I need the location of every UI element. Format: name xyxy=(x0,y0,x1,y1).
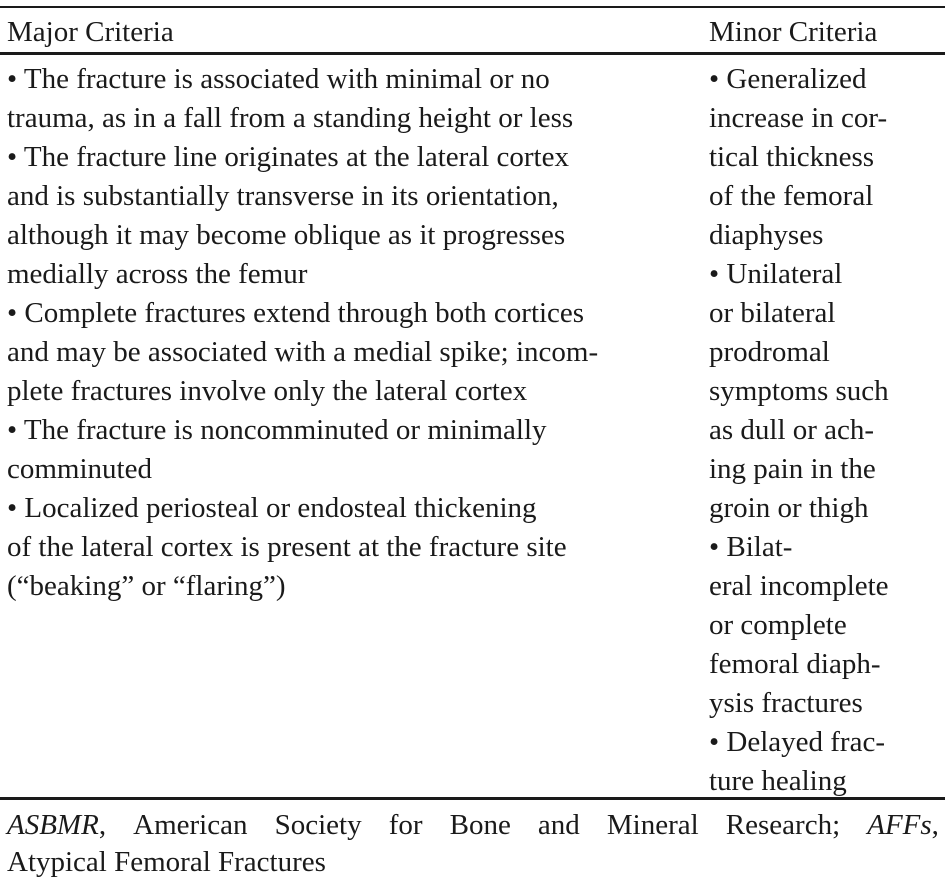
minor-criteria-column xyxy=(709,60,939,801)
minor-criteria-line: or bilateral xyxy=(709,297,836,329)
minor-criteria-line: • Delayed frac- xyxy=(709,726,885,758)
major-criteria-line: (“beaking” or “flaring”) xyxy=(7,570,286,602)
footnote-word: Mineral xyxy=(606,809,699,841)
minor-criteria-line: • Generalized xyxy=(709,63,867,95)
major-criteria-header: Major Criteria xyxy=(7,16,174,48)
footnote-word: for xyxy=(388,809,423,841)
footnote-word: ASBMR, xyxy=(7,809,107,841)
footnote-abbreviation: ASBMR xyxy=(7,809,99,841)
minor-criteria-line: ture healing xyxy=(709,765,847,797)
footnote-word: and xyxy=(537,809,580,841)
major-criteria-line: of the lateral cortex is present at the fracture site xyxy=(7,531,567,563)
minor-criteria-line: as dull or ach- xyxy=(709,414,875,446)
major-criteria-line: • Localized periosteal or endosteal thickening xyxy=(7,492,537,524)
major-criteria-line: trauma, as in a fall from a standing height or less xyxy=(7,102,574,134)
major-criteria-line: and is substantially transverse in its orientation, xyxy=(7,180,559,212)
minor-criteria-line: femoral diaph- xyxy=(709,648,881,680)
major-criteria-line: • The fracture is noncomminuted or minimally xyxy=(7,414,547,446)
table-top-rule xyxy=(0,6,945,8)
major-criteria-line: comminuted xyxy=(7,453,152,485)
major-criteria-line: medially across the femur xyxy=(7,258,308,290)
minor-criteria-line: • Unilateral xyxy=(709,258,843,290)
major-criteria-line: plete fractures involve only the lateral cortex xyxy=(7,375,528,407)
minor-criteria-line: eral incomplete xyxy=(709,570,889,602)
minor-criteria-line: of the femoral xyxy=(709,180,874,212)
table-bottom-rule xyxy=(0,797,945,800)
minor-criteria-line: • Bilat- xyxy=(709,531,793,563)
footnote-line-1 xyxy=(7,807,939,844)
footnote-word xyxy=(867,807,939,844)
footnote-word: Research; xyxy=(725,809,841,841)
minor-criteria-line: tical thickness xyxy=(709,141,875,173)
minor-criteria-line: diaphyses xyxy=(709,219,824,251)
footnote-word: American xyxy=(133,809,248,841)
major-criteria-line: and may be associated with a medial spike; incom- xyxy=(7,336,599,368)
major-criteria-column xyxy=(7,60,697,606)
table-footnote xyxy=(7,807,939,881)
minor-criteria-line: groin or thigh xyxy=(709,492,869,524)
minor-criteria-line: increase in cor- xyxy=(709,102,888,134)
footnote-punctuation: , xyxy=(931,809,939,841)
footnote-word: Society xyxy=(274,809,362,841)
major-criteria-line: although it may become oblique as it progresses xyxy=(7,219,566,251)
minor-criteria-line: ysis fractures xyxy=(709,687,863,719)
major-criteria-line: • The fracture line originates at the lateral cortex xyxy=(7,141,569,173)
footnote-abbreviation: AFFs xyxy=(867,809,932,841)
minor-criteria-line: or complete xyxy=(709,609,847,641)
minor-criteria-header: Minor Criteria xyxy=(709,16,878,48)
major-criteria-line: • Complete fractures extend through both cortices xyxy=(7,297,585,329)
minor-criteria-line: symptoms such xyxy=(709,375,889,407)
major-criteria-line: • The fracture is associated with minimal or no xyxy=(7,63,550,95)
footnote-word: Bone xyxy=(449,809,511,841)
minor-criteria-line: ing pain in the xyxy=(709,453,876,485)
minor-criteria-line: prodromal xyxy=(709,336,830,368)
footnote-line-2: Atypical Femoral Fractures xyxy=(7,846,326,878)
header-rule xyxy=(0,52,945,55)
